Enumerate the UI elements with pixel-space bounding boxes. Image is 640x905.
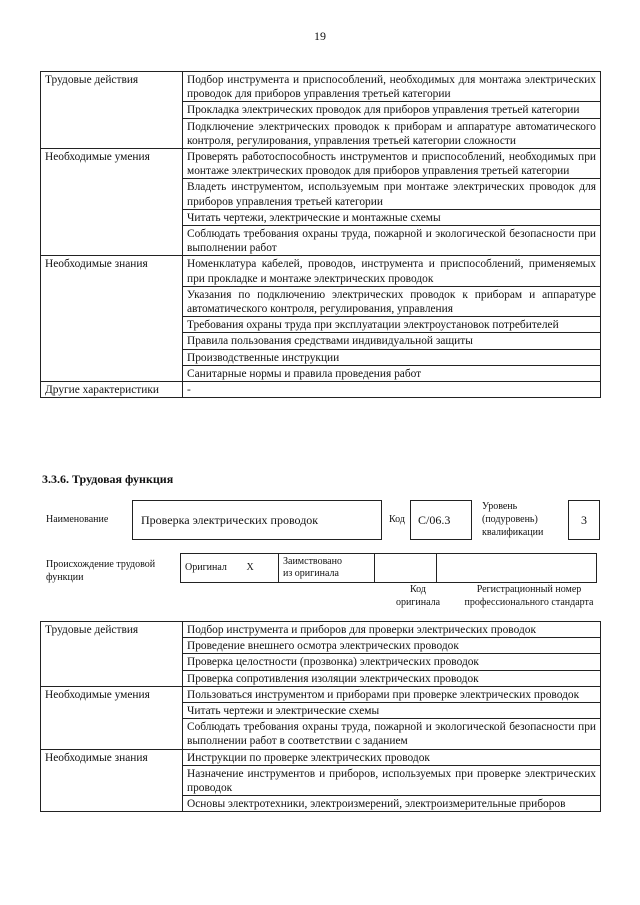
table-cell: Назначение инструментов и приборов, используемых при проверке электрических проводок xyxy=(183,765,601,795)
borrowed-label xyxy=(279,554,375,583)
table-cell: Проверять работоспособность инструментов и приспособлений, необходимых при монтаже электрических проводок для приборов управления третьей категории xyxy=(183,149,601,179)
registration-number-caption xyxy=(454,583,604,609)
qualification-level: 3 xyxy=(581,513,587,527)
group-label: Необходимые знания xyxy=(41,256,183,382)
level-label-line: квалификации xyxy=(482,527,544,538)
original-mark: X xyxy=(243,554,279,583)
table-cell: Пользоваться инструментом и приборами при проверке электрических проводок xyxy=(183,686,601,702)
table-row xyxy=(41,686,601,702)
table-cell: Соблюдать требования охраны труда, пожарной и экологической безопасности при выполнении работ xyxy=(183,226,601,256)
table-cell: Проверка целостности (прозвонка) электрических проводок xyxy=(183,654,601,670)
function-name: Проверка электрических проводок xyxy=(141,513,319,527)
origin-table xyxy=(180,553,597,583)
table-cell: Читать чертежи и электрические схемы xyxy=(183,703,601,719)
table-cell: Подбор инструмента и приспособлений, необходимых для монтажа электрических проводок для приборов управления третьей категории xyxy=(183,72,601,102)
group-label: Другие характеристики xyxy=(41,382,183,398)
table-cell: Указания по подключению электрических проводок к приборам и аппаратуре автоматического контроля, регулирования, управления xyxy=(183,286,601,316)
table-row xyxy=(41,382,601,398)
name-label: Наименование xyxy=(46,514,109,525)
code-label: Код xyxy=(389,514,405,525)
work-function-table-1 xyxy=(40,71,601,398)
caption-line: профессионального стандарта xyxy=(464,597,594,608)
function-code: С/06.3 xyxy=(418,513,451,527)
group-label: Трудовые действия xyxy=(41,72,183,149)
section-heading: 3.3.6. Трудовая функция xyxy=(42,472,174,486)
table-cell: Производственные инструкции xyxy=(183,349,601,365)
table-cell: - xyxy=(183,382,601,398)
table-cell: Соблюдать требования охраны труда, пожарной и экологической безопасности при выполнении работ в соответствии с заданием xyxy=(183,719,601,749)
table-row xyxy=(41,256,601,286)
table-cell: Номенклатура кабелей, проводов, инструмента и приспособлений, применяемых при прокладке и монтаже электрических проводок xyxy=(183,256,601,286)
group-label: Необходимые умения xyxy=(41,149,183,256)
level-label-line: (подуровень) xyxy=(482,514,538,525)
table-cell: Основы электротехники, электроизмерений, электроизмерительные приборов xyxy=(183,796,601,812)
origin-label-line: функции xyxy=(46,572,84,583)
table-cell: Инструкции по проверке электрических проводок xyxy=(183,749,601,765)
level-label-line: Уровень xyxy=(482,501,518,512)
borrowed-label-line: Заимствовано xyxy=(283,556,342,567)
table-cell: Проверка сопротивления изоляции электрических проводок xyxy=(183,670,601,686)
table-row xyxy=(41,749,601,765)
group-label: Необходимые умения xyxy=(41,686,183,749)
group-label: Трудовые действия xyxy=(41,622,183,687)
table-cell: Подбор инструмента и приборов для проверки электрических проводок xyxy=(183,622,601,638)
origin-label-line: Происхождение трудовой xyxy=(46,559,156,570)
work-function-table-2 xyxy=(40,621,601,812)
table-cell: Прокладка электрических проводок для приборов управления третьей категории xyxy=(183,102,601,118)
caption-line: Код xyxy=(410,584,426,595)
group-label: Необходимые знания xyxy=(41,749,183,812)
level-label xyxy=(482,500,543,539)
borrowed-label-line: из оригинала xyxy=(283,568,339,579)
table-row xyxy=(41,72,601,102)
original-label: Оригинал xyxy=(181,554,243,583)
original-code-caption xyxy=(388,583,448,609)
caption-line: оригинала xyxy=(395,597,441,608)
table-cell: Владеть инструментом, используемым при монтаже электрических проводок для приборов управления третьей категории xyxy=(183,179,601,209)
table-cell: Читать чертежи, электрические и монтажные схемы xyxy=(183,209,601,225)
registration-number-cell xyxy=(437,554,597,583)
table-cell: Требования охраны труда при эксплуатации электроустановок потребителей xyxy=(183,317,601,333)
table-cell: Подключение электрических проводок к приборам и аппаратуре автоматического контроля, регулирования, управления третьей категории сложности xyxy=(183,118,601,148)
table-cell: Правила пользования средствами индивидуальной защиты xyxy=(183,333,601,349)
caption-line: Регистрационный номер xyxy=(476,584,582,595)
origin-label xyxy=(46,558,176,584)
table-row xyxy=(41,622,601,638)
table-cell: Санитарные нормы и правила проведения работ xyxy=(183,365,601,381)
table-cell: Проведение внешнего осмотра электрических проводок xyxy=(183,638,601,654)
table-row xyxy=(41,149,601,179)
page-number: 19 xyxy=(314,29,326,43)
original-code-cell xyxy=(375,554,437,583)
